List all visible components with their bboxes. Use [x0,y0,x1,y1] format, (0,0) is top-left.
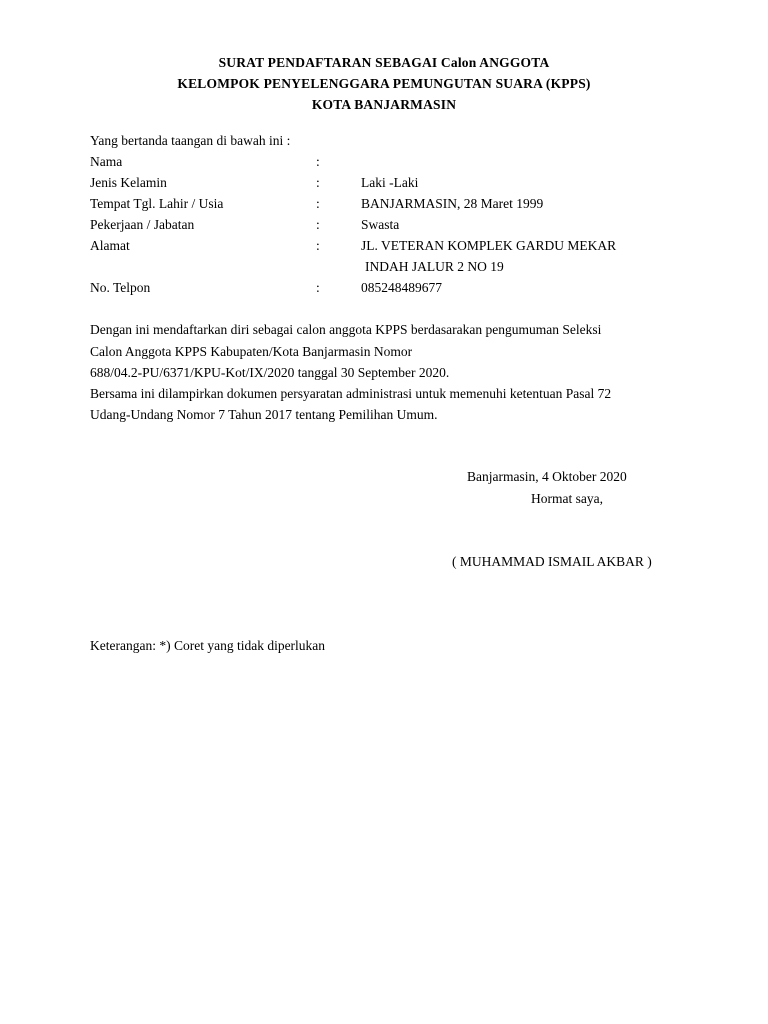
field-row-alamat [90,238,690,280]
field-label: Tempat Tgl. Lahir / Usia [90,196,224,211]
field-colon: : [316,280,320,295]
title-line-2: KELOMPOK PENYELENGGARA PEMUNGUTAN SUARA (KPPS) [177,76,591,91]
greeting: Hormat saya, [531,491,603,506]
field-row-jenis-kelamin [90,175,690,195]
title-line-3: KOTA BANJARMASIN [311,97,457,112]
field-label: Alamat [90,238,130,253]
signer-name: ( MUHAMMAD ISMAIL AKBAR ) [452,554,652,569]
field-value: Laki -Laki [361,175,419,190]
field-value: BANJARMASIN, 28 Maret 1999 [361,196,544,211]
field-row-no-telpon [90,280,690,300]
field-label: Nama [90,154,123,169]
body-line-1: Dengan ini mendaftarkan diri sebagai calon anggota KPPS berdasarakan pengumuman Seleksi [90,322,602,337]
footnote: Keterangan: *) Coret yang tidak diperlukan [90,638,326,653]
field-label: Jenis Kelamin [90,175,167,190]
field-colon: : [316,217,320,232]
field-row-pekerjaan [90,217,690,237]
field-colon: : [316,154,320,169]
title-line-1: SURAT PENDAFTARAN SEBAGAI Calon ANGGOTA [218,55,550,70]
field-colon: : [316,196,320,211]
field-row-nama [90,154,690,174]
field-value: JL. VETERAN KOMPLEK GARDU MEKAR [361,238,617,253]
body-line-4: Bersama ini dilampirkan dokumen persyaratan administrasi untuk memenuhi ketentuan Pasal 72 [90,386,612,401]
field-value: 085248489677 [361,280,442,295]
field-value: Swasta [361,217,400,232]
field-label: Pekerjaan / Jabatan [90,217,195,232]
field-label: No. Telpon [90,280,151,295]
field-row-tempat-tgl-lahir [90,196,690,216]
field-colon: : [316,175,320,190]
field-value-line-2: INDAH JALUR 2 NO 19 [365,259,504,274]
body-line-3: 688/04.2-PU/6371/KPU-Kot/IX/2020 tanggal 30 September 2020. [90,365,450,380]
body-line-5: Udang-Undang Nomor 7 Tahun 2017 tentang Pemilihan Umum. [90,407,438,422]
place-date: Banjarmasin, 4 Oktober 2020 [467,469,627,484]
field-colon: : [316,238,320,253]
body-line-2: Calon Anggota KPPS Kabupaten/Kota Banjarmasin Nomor [90,344,413,359]
intro-text: Yang bertanda taangan di bawah ini : [90,133,291,148]
